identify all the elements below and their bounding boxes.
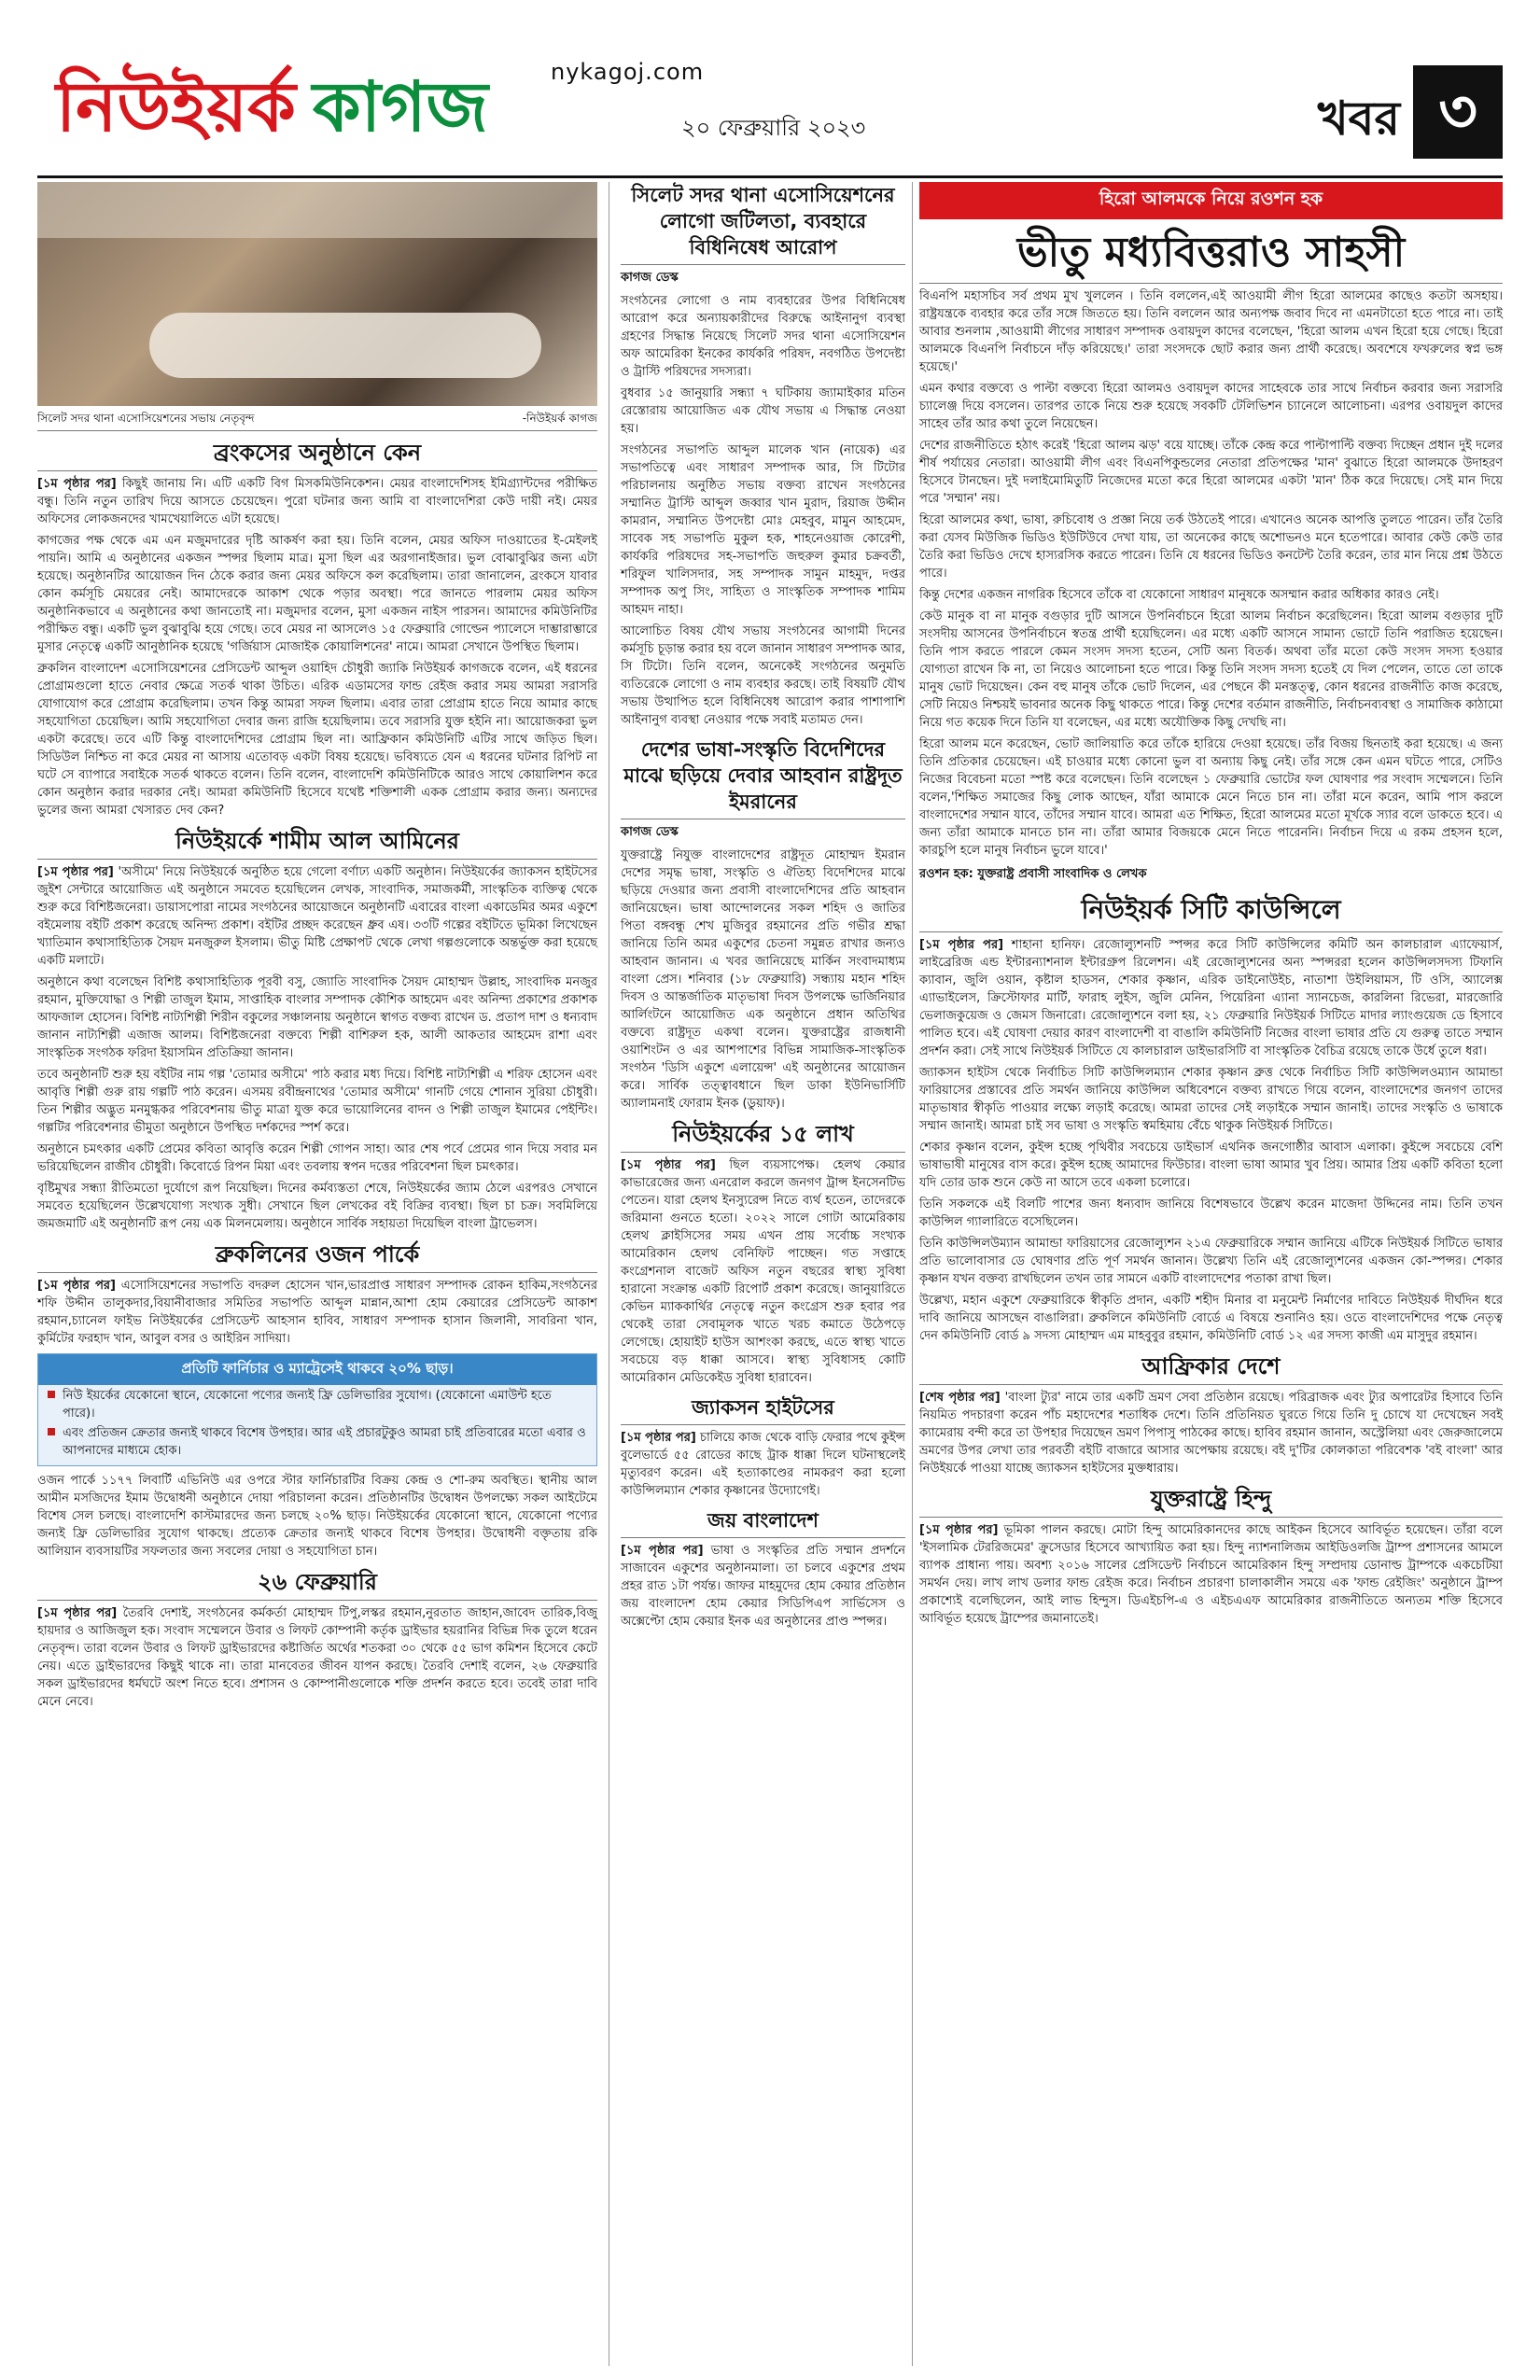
article-paragraph: তবে অনুষ্ঠানটি শুরু হয় বইটির নাম গল্প 'তোমার অসীমে' পাঠ করার মধ্য দিয়ে। বিশিষ্ট নাট্যশিল্পী এ শরিফ হোসেন এবং আবৃত্তি শিল্পী গুরু রায় গল্পটি পাঠ করেন। এসময় রবীন্দ্রনাথের 'তোমার অসীমে' গানটি গেয়ে শোনান সুরিয়া চৌধুরী। তিন শিল্পীর অদ্ভুত মনমুগ্ধকর পরিবেশনায় ভীতু মাত্রা যুক্ত করে ভায়োলিনের বাদন ও শিল্পী তাজুল ইমামের পেইন্টিং। গল্পটির পরিবেশনার ভীমুতা অনুষ্ঠানে উপস্থিত দর্শকদের স্পর্শ করে। bbox=[37, 1068, 597, 1135]
continued-marker: [১ম পৃষ্ঠার পর] bbox=[621, 1431, 696, 1445]
article-paragraph: হিরো আলম মনে করেছেন, ভোট জালিয়াতি করে তাঁকে হারিয়ে দেওয়া হয়েছে। তাঁর বিজয় ছিনতাই করা হয়েছে। এ জন্য তিনি প্রতিকার চেয়েছেন। এই চাওয়ার মধ্যে কোনো ভুল বা অন্যায় কিছু নেই। তাঁর সঙ্গে কেন এমন ঘটতে পারে, সেটিও নিজের বিবেচনা মতো স্পষ্ট করে বলেছেন। তিনি বলেছেন ১ ফেব্রুয়ারি ভোটের ফল ঘোষণার পর সংবাদ সম্মেলনে। তিনি বলেন,'শিক্ষিত সমাজের কিছু লোক আছেন, যাঁরা আমাকে মেনে নিতে চান না। তাঁরা মনে করেন, আমি পাস করলে বাংলাদেশের সম্মান যাবে, তাঁদের সম্মান যাবে। আমরা এত শিক্ষিত, হিরো আলমের মতো মূর্খকে স্যার বলে ডাকতে হবে। এ জন্য তাঁরা আমাকে মানতে চান না। তাঁরা আমার বিজয়কে মেনে নিতে পারেননি। নির্বাচন দিয়ে এ রকম প্রহসন হলে, কারচুপি হলে মানুষ নির্বাচন ভুলে যাবে।' bbox=[919, 737, 1503, 858]
continued-marker: [১ম পৃষ্ঠার পর] bbox=[919, 938, 1004, 952]
photo-caption-text: সিলেট সদর থানা এসোসিয়েশনের সভায় নেতৃবৃন্দ bbox=[37, 412, 255, 425]
column-middle bbox=[621, 182, 905, 1634]
kicker-banner: হিরো আলমকে নিয়ে রওশন হক bbox=[919, 182, 1503, 219]
article-title[interactable]: আফ্রিকার দেশে bbox=[919, 1352, 1503, 1385]
promo-heading: প্রতিটি ফার্নিচার ও ম্যাট্রেসেই থাকবে ২০% ছাড়। bbox=[38, 1354, 596, 1385]
article-paragraph: কাগজের পক্ষ থেকে এম এন মজুমদারের দৃষ্টি আকর্ষণ করা হয়। তিনি বলেন, মেয়র অফিস দাওয়াতের ই-মেইলই পায়নি। আমি এ অনুষ্ঠানের একজন স্পন্সর ছিলাম মাত্র। মুসা ছিল এর অরগানাইজার। ভুল বোঝাবুঝির জন্য এটা হয়েছে। অনুষ্ঠানটির আয়োজন দিন ঠেকে করার জন্য মেয়র অফিসে কল করেছিলাম। তারা জানালেন, ব্রংকসে যাবার কোন কর্মসূচি মেয়রের নেই। আমাদেরকে আকাশ থেকে পড়ার অবস্থা। পরে জানতে পারলাম মেয়র অফিস অনুষ্ঠানিকভাবে এ অনুষ্ঠানের কথা জানতোই না। মজুমদার বলেন, মুসা একজন নাইস পারসন। আমাদের কমিউনিটির পরীক্ষিত বন্ধু। একটি ভুল বুঝাবুঝি হয়ে গেছে। তবে মেয়র না আসলেও ১৫ ফেব্রুয়ারি গোল্ডেন প্যালেসে দাম্ভারাম্ভারে মুসার নেতৃত্বে একটি আনুষ্ঠানিক হয়েছে 'গর্জিয়াস মোজাইক কোয়ালিশনের' নামে। আমরা সেখানে উপস্থিত ছিলাম। bbox=[37, 534, 597, 654]
page-number: ৩ bbox=[1413, 65, 1503, 159]
bullet-square-icon bbox=[48, 1428, 55, 1435]
article-paragraph: [১ম পৃষ্ঠার পর] তৈরবি দেশাই, সংগঠনের কর্মকর্তা মোহাম্মদ টিপু,লস্কর রহমান,নুরতাত জাহান,জাবেদ তারিক,বিজু হায়দার ও আজিজুল হক। সংবাদ সম্মেলনে উবার ও লিফট কোম্পানী কর্তৃক ড্রাইভার হয়রানির বিভিন্ন দিক তুলে ধরেন নেতৃবৃন্দ। তারা বলেন উবার ও লিফট ড্রাইভারদের কষ্টার্জিত অর্থের শতকরা ৩০ থেকে ৫৫ ভাগ কমিশন হিসেবে কেটে নেয়। এতে ড্রাইভারদের কিছুই থাকে না। তারা মানবেতর জীবন যাপন করছে। তৈরবি দেশাই বলেন, ২৬ ফেব্রুয়ারি সকল ড্রাইভারদের ধর্মঘটে অংশ নিতে হবে। প্রশাসন ও কোম্পানীগুলোকে শক্তি প্রদর্শন করতে হবে। তবেই তারা দাবি মেনে নেবে। bbox=[37, 1606, 597, 1709]
article-paragraph: কিন্তু দেশের একজন নাগরিক হিসেবে তাঁকে বা যেকোনো সাধারণ মানুষকে অসম্মান করার অধিকার কারও নেই। bbox=[919, 588, 1439, 602]
column-divider bbox=[912, 182, 913, 2366]
article-title[interactable]: ২৬ ফেব্রুয়ারি bbox=[37, 1568, 597, 1601]
bullet-square-icon bbox=[48, 1391, 55, 1398]
promo-item: এবং প্রতিজন ক্রেতার জন্যই থাকবে বিশেষ উপহার। আর এই প্রচারটুকুও আমরা চাই প্রতিবারের মতো এবার ও আপনাদের মাধ্যমে হোক। bbox=[38, 1422, 596, 1460]
meeting-photo bbox=[37, 182, 597, 406]
byline: কাগজ ডেস্ক bbox=[621, 825, 679, 839]
continued-marker: [১ম পৃষ্ঠার পর] bbox=[37, 1279, 116, 1293]
article-title[interactable]: ব্রুকলিনের ওজন পার্কে bbox=[37, 1240, 597, 1273]
photo-credit: -নিউইয়র্ক কাগজ bbox=[522, 412, 597, 425]
continued-marker: [১ম পৃষ্ঠার পর] bbox=[621, 1158, 716, 1172]
article-title[interactable]: নিউইয়র্কে শামীম আল আমিনের bbox=[37, 827, 597, 860]
article-paragraph: সংগঠনের সভাপতি আব্দুল মালেক খান (নায়েক) এর সভাপতিত্বে এবং সাধারণ সম্পাদক আর, সি টিটোর পরিচালনায় অনুষ্ঠিত সভায় বক্তব্য রাখেন সংগঠনের সম্মানিত ট্রাস্টি আব্দুল জব্বার খান মুরাদ, রিয়াজ উদ্দীন কামরান, সম্মানিত উপদেষ্টা মোঃ মেহবুব, মামুন আহমেদ, সাবেক সহ সভাপতি মুকুল হক, শাহনেওয়াজ কোরেশী, কার্যকরি পরিষদের সহ-সভাপতি জহুরুল কুমার চক্রবর্তী, শরিফুল খালিসদার, সহ সম্পাদক সামুন মাহমুদ, দপ্তর সম্পাদক অপু সিং, সাহিত্য ও সাংস্কৃতিক সম্পাদক শামিম আহমদ নাহা। bbox=[621, 443, 905, 617]
article-paragraph: বুধবার ১৫ জানুয়ারি সন্ধ্যা ৭ ঘটিকায় জ্যামাইকার মতিন রেস্তোরায় আয়োজিত এক যৌথ সভায় এ সিদ্ধান্ত নেওয়া হয়। bbox=[621, 386, 905, 436]
article-title[interactable]: যুক্তরাষ্ট্রে হিন্দু bbox=[919, 1485, 1503, 1518]
continued-marker: [১ম পৃষ্ঠার পর] bbox=[621, 1544, 704, 1558]
article-title[interactable]: ব্রংকসের অনুষ্ঠানে কেন bbox=[37, 439, 597, 471]
issue-date: ২০ ফেব্রুয়ারি ২০২৩ bbox=[681, 115, 866, 141]
article-paragraph: [১ম পৃষ্ঠার পর] এসোসিয়েশনের সভাপতি বদরুল হোসেন খান,ভারপ্রাপ্ত সাধারণ সম্পাদক রোকন হাকিম,সংগঠনের শফি উদ্দীন তালুকদার,বিয়ানীবাজার সমিতির সভাপতি আব্দুল মান্নান,আশা হোম কেয়ারের প্রেসিডেন্ট আকাশ রহমান,চ্যানেল ফাইভ নিউইয়র্কের প্রেসিডেন্ট আহসান হাবিব, সাধারণ সম্পাদক হাসান জিলানী, সাবরিনা খান, কুর্মিটের ফরহাদ খান, আবুল বসর ও আইরিন সাদিয়া। bbox=[37, 1279, 597, 1346]
byline: কাগজ ডেস্ক bbox=[621, 271, 679, 285]
article-paragraph: অনুষ্ঠানে চমৎকার একটি প্রেমের কবিতা আবৃত্তি করেন শিল্পী গোপন সাহা। আর শেষ পর্বে প্রেমের গান দিয়ে সবার মন ভরিয়েছিলেন রাজীব চৌধুরী। কিবোর্ডে রিপন মিয়া এবং তবলায় স্বপন দত্তের পরিবেশনা ছিল চমৎকার। bbox=[37, 1142, 597, 1174]
promo-item: নিউ ইয়র্কের যেকোনো স্থানে, যেকোনো পণ্যের জন্যই ফ্রি ডেলিভারির সুযোগ। (যেকোনো এমাউন্ট হতে পারে)। bbox=[38, 1385, 596, 1422]
article-paragraph: উল্লেখ্য, মহান একুশে ফেব্রুয়ারিকে স্বীকৃতি প্রদান, একটি শহীদ মিনার বা মনুমেন্ট নির্মাণের দাবিতে নিউইয়র্ক দীর্ঘদিন ধরে দাবি জানিয়ে আসছেন বাঙালিরা। ব্রুকলিনে কমিউনিটি বোর্ডে এ বিষয়ে শুনানিও হয়। ওতে বাংলাদেশিদের পক্ষে নেতৃত্ব দেন কমিউনিটি বোর্ড ৯ সদস্য মোহাম্মদ এম মাহবুবুর রহমান, কমিউনিটি বোর্ড ১২ এর সদস্য কাজী এম মাসুদুর রহমান। bbox=[919, 1294, 1503, 1343]
article-paragraph: [১ম পৃষ্ঠার পর] ভাষা ও সংস্কৃতির প্রতি সম্মান প্রদর্শনে সাজাবেন একুশের অনুষ্ঠানমালা। তা চলবে একুশের প্রথম প্রহর রাত ১টা পর্যন্ত। জাফর মাহমুদের হোম কেয়ার প্রতিষ্ঠান জয় বাংলাদেশ হোম কেয়ার সিডিপিএপ সার্ভিসেস ও অক্সেপ্টো হোম কেয়ার ইনক এর অনুষ্ঠানের প্রাণ্ড স্পন্সর। bbox=[621, 1544, 905, 1629]
article-paragraph: বিএনপি মহাসচিব সর্ব প্রথম মুখ খুললেন । তিনি বললেন,এই আওয়ামী লীগ হিরো আলমের কাছেও কতটা অসহায়। রাষ্ট্রযন্ত্রকে ব্যবহার করে তাঁর সঙ্গে জিততে হয়। তিনি বললেন আর অন্যপক্ষ জবাব দিবে না এমনটাতো হতে পারে না। তাই আবার শুনলাম ,আওয়ামী লীগের সাধারণ সম্পাদক ওবায়দুল কাদের বলেছেন, 'হিরো আলম এখন হিরো হয়ে গেছে। হিরো আলমকে বিএনপি নির্বাচনে দাঁড় করিয়েছে।' তারা সংসদকে ছোট করার জন্য প্রার্থী করেছে। অবশেষে ফখরুলের স্বপ্ন ভঙ্গ হয়েছে।' bbox=[919, 289, 1503, 374]
article-paragraph: [১ম পৃষ্ঠার পর] ভূমিকা পালন করছে। মোটা হিন্দু আমেরিকানদের কাছে আইকন হিসেবে আবির্ভূত হয়েছেন। তাঁরা বলে 'ইসলামিক টেররিজমের' ক্রুসেডার হিসেবে আখ্যায়িত করা হয়। হিন্দু ন্যাশনালিজম আইডিওলজি ট্রাম্প প্রশাসনের আমলে ব্যাপক প্রাধান্য পায়। অবশ্য ২০১৬ সালের প্রেসিডেন্ট নির্বাচনে আমেরিকান হিন্দু সম্প্রদায় ডোনাল্ড ট্রাম্পকে একচেটিয়া সমর্থন দেয়। লাখ লাখ ডলার ফান্ড রেইজ করে। নির্বাচন প্রচারণা চালাকালীন সময়ে এক 'ফান্ড রেইজিং' অনুষ্ঠানে ট্রাম্প প্রকাশ্যেই বলেছিলেন, আই লাভ হিন্দুস। ডিএইচপি-এ ও এইচএএফ আমেরিকার রাজনীতিতে অন্যতম শক্তি হিসেবে আবির্ভূত হয়েছে ট্রাম্পের জমানাতেই। bbox=[919, 1523, 1503, 1626]
article-title[interactable]: নিউইয়র্ক সিটি কাউন্সিলে bbox=[919, 892, 1503, 932]
article-paragraph: হিরো আলমের কথা, ভাষা, রুচিবোধ ও প্রজ্ঞা নিয়ে তর্ক উঠতেই পারে। এখানেও অনেক আপত্তি তুলতে পারেন। তাঁর তৈরি করা যেসব মিউজিক ভিডিও ইউটিউবে দেখা যায়, তা অনেকের কাছে অশোভনও মনে হতেপারে। আবার কেউ কেউ তার তৈরি করা ভিডিও দেখে হাস্যরসিক করতে পারেন। তিনি যে ধরনের ভিডিও কনটেন্ট তৈরি করেন, তার মান নিয়ে প্রশ্ন উঠতে পারে। bbox=[919, 513, 1503, 581]
article-title[interactable]: নিউইয়র্কের ১৫ লাখ bbox=[621, 1120, 905, 1153]
photo-caption bbox=[37, 406, 597, 431]
article-title[interactable]: দেশের ভাষা-সংস্কৃতি বিদেশিদের মাঝে ছড়িয়ে দেবার আহবান রাষ্ট্রদূত ইমরানের bbox=[621, 736, 905, 819]
newspaper-logo[interactable] bbox=[56, 67, 488, 147]
article-paragraph: শেকার কৃষ্ণান বলেন, কুইন্স হচ্ছে পৃথিবীর সবচেয়ে ডাইভার্স এথনিক জনগোষ্ঠীর আবাস এলাকা। কুইন্সে সবচেয়ে বেশি ভাষাভাষী মানুষের বাস করে। কুইন্স হচ্ছে আমাদের ফিউচার। বাংলা ভাষা আমার খুব প্রিয়। আমার প্রিয় একটি কবিতা হলো যদি তোর ডাক শুনে কেউ না আসে তবে একলা চলোরে। bbox=[919, 1141, 1503, 1190]
article-paragraph: কেউ মানুক বা না মানুক বগুড়ার দুটি আসনে উপনির্বাচনে হিরো আলম নির্বাচন করেছিলেন। হিরো আলম বগুড়ার দুটি সংসদীয় আসনের উপনির্বাচনে স্বতন্ত্র প্রার্থী হয়েছিলেন। এর মধ্যে একটি আসনে সামান্য ভোটে তিনি পরাজিত হয়েছেন। তিনি পাস করতে পারলে কেমন সংসদ সদস্য হতেন, সেটি অন্য বিতর্ক। অথবা তাঁর মতো কেউ সংসদ সদস্য হওয়ার যোগ্যতা রাখেন কি না, তা নিয়েও আলোচনা হতে পারে। কিন্তু তিনি সংসদ সদস্য হতেই যে দিল পেলেন, তাতে তো তাকে মানুষ ভোট দিয়েছেন। কেন বহু মানুষ তাঁকে ভোট দিলেন, এর পেছনে কী মনস্তত্ত্ব, কোন ধরনের রাজনীতি কাজ করেছে, সেটি নিয়েও নিশ্চয়ই ভাবনার অনেক কিছু থাকতে পারে। কিন্তু দেশের বর্তমান রাজনীতি, নির্বাচনব্যবস্থা ও সামাজিক কাঠামো নিয়ে গত কয়েক দিনে তিনি যা বলেছেন, এর মধ্যে অযৌক্তিক কিছু দেখছি না। bbox=[919, 609, 1503, 730]
article-paragraph: এমন কথার বক্তব্যে ও পাল্টা বক্তব্যে হিরো আলমও ওবায়দুল কাদের সাহেবকে তার সাথে নির্বাচন করবার জন্য সরাসরি চ্যালেঞ্জ দিয়ে বসলেন। তারপর তাকে নিয়ে শুরু হয়েছে সবকটি টেলিভিশন চ্যানেলে আলোচনা। এরপর ওবায়দুল কাদের সাহেব তাঁর আর কথা তুলে নিয়েছেন। bbox=[919, 382, 1503, 431]
article-paragraph: ব্রুকলিন বাংলাদেশ এসোসিয়েশনের প্রেসিডেন্ট আব্দুল ওয়াহিদ চৌধুরী জ্যাকি নিউইয়র্ক কাগজকে বলেন, এই ধরনের প্রোগ্রামগুলো হাতে নেবার ক্ষেত্রে সতর্ক থাকা উচিত। এরিক এডামসের ফান্ড রেইজ করার সময় আমরা সরাসরি যোগাযোগ করে প্রোগ্রাম করেছিলাম। তখন কিন্তু আমরা সফল ছিলাম। এবার তারা প্রোগ্রাম হাতে নিয়ে আমার কাছে সহযোগিতা চেয়েছিল। আমি সহযোগিতা দেবার জন্য রাজি হয়েছিলাম। তবে সরাসরি যুক্ত হইনি না। আয়োজকরা ভুল একটা করেছে। তবে এটি কিন্তু বাংলাদেশিদের প্রোগ্রাম ছিল না। আফ্রিকান কমিউনিটি এটির সাথে জড়িত ছিল। সিডিউল নিশ্চিত না করে মেয়র না আসায় এতোবড় একটা বিষয় হয়েছে। ভবিষ্যতে যেন এ ধরনের ঘটনার রিপিট না ঘটে সে ব্যাপারে সবাইকে সতর্ক থাকতে বলেন। তিনি বলেন, বাংলাদেশি কমিউনিটিকে আরও সাথে কোয়ালিশন করে কোন অনুষ্ঠান করার দরকার নেই। আমরা কমিউনিটি হিসেবে যথেষ্ট শক্তিশালী একক প্রোগ্রাম করার জন্য। অন্যদের ভুলের জন্য আমরা খেসারত দেব কেন? bbox=[37, 662, 597, 818]
article-paragraph: যুক্তরাষ্ট্রে নিযুক্ত বাংলাদেশের রাষ্ট্রদূত মোহাম্মদ ইমরান দেশের সমৃদ্ধ ভাষা, সংস্কৃতি ও ঐতিহ্য বিদেশিদের মাঝে ছড়িয়ে দেওয়ার জন্য প্রবাসী বাংলাদেশিদের প্রতি আহবান জানিয়েছেন। ভাষা আন্দোলনের সকল শহিদ ও জাতির পিতা বঙ্গবন্ধু শেখ মুজিবুর রহমানের প্রতি গভীর শ্রদ্ধা জানিয়ে তিনি অমর একুশের চেতনা সমুন্নত রাখার জন্যও আহবান জানান। এ খবর জানিয়েছে মার্কিন সংবাদমাধ্যম বাংলা প্রেস। শনিবার (১৮ ফেব্রুয়ারি) সন্ধ্যায় মহান শহিদ দিবস ও আন্তর্জাতিক মাতৃভাষা দিবস উপলক্ষে ভার্জিনিয়ার আর্লিংটনে আয়োজিত এক অনুষ্ঠানে প্রধান অতিথির বক্তব্যে রাষ্ট্রদূত একথা বলেন। যুক্তরাষ্ট্রের রাজধানী ওয়াশিংটন ও এর আশপাশের বিভিন্ন সামাজিক-সাংস্কৃতিক সংগঠন 'ডিসি একুশে এলায়েন্স' এই অনুষ্ঠানের আয়োজন করে। সার্বিক তত্ত্বাবধানে ছিল ডাকা ইউনিভার্সিটি অ্যালামনাই ফোরাম ইনক (ডুয়াফ)। bbox=[621, 848, 905, 1111]
article-paragraph: [১ম পৃষ্ঠার পর] শাহানা হানিফ। রেজোল্যুশনটি স্পন্সর করে সিটি কাউন্সিলের কমিটি অন কালচারাল এ্যাফেয়ার্স, লাইব্রেরিজ এন্ড ইন্টারন্যাশনাল ইন্টারগ্রুপ রিলেশন। এই রেজোল্যুশনের অন্য স্পন্সররা হলেন কাউন্সিলসদস্য টিফানি ক্যাবান, জুলি ওয়ান, কৃষ্টাল হাডসন, শেকার কৃষ্ণান, এরিক ডাইনোউইচ, নাতাশা উইলিয়ামস, টি ওসি, অ্যালেক্স এ্যাভাইলেস, ক্রিস্টোফার মার্টি, ফারাহ লুইস, জুলি মেনিন, পিয়েরিনা এ্যানা স্যানচেজ, কারলিনা রিভেরা, মারজোরি ভেলাজকুয়েজ ও জেমস জিনারো। রেজোল্যুশনে বলা হয়, ২১ ফেব্রুয়ারি নিউইয়র্ক সিটিতে মাদার ল্যাংগুয়েজ ডে হিসাবে পালিত হবে। এই ঘোষণা দেয়ার কারণ বাংলাদেশী বা বাঙালি কমিউনিটি নিজের বাংলা ভাষার প্রতি যে গুরুত্ব তাতে সম্মান প্রদর্শন করা। সেই সাথে নিউইয়র্ক সিটিতে যে কালচারাল ডাইভারসিটি বা সাংস্কৃতিক বৈচিত্র রয়েছে তাকে উর্ধে তুলে ধরা। bbox=[919, 938, 1503, 1058]
article-title[interactable]: জ্যাকসন হাইটসের bbox=[621, 1394, 905, 1425]
masthead bbox=[56, 51, 1503, 163]
continued-marker: [১ম পৃষ্ঠার পর] bbox=[919, 1523, 999, 1537]
article-paragraph: [১ম পৃষ্ঠার পর] 'অসীমে' নিয়ে নিউইয়র্কে অনুষ্ঠিত হয়ে গেলো বর্ণাঢ্য একটি অনুষ্ঠান। নিউইয়র্কের জ্যাকসন হাইটসের জুইশ সেন্টারে আয়োজিত এই অনুষ্ঠানে সমবেত হয়েছিলেন লেখক, সাংবাদিক, সমাজকর্মী, সাংস্কৃতিক ব্যক্তিত্ব থেকে শুরু করে বিশিষ্টজনেরা। ডায়াসপোরা নামের সংগঠনের আয়োজনে অনুষ্ঠানটি এবারের বাংলা একাডেমির অমর একুশে বইমেলায় বইটি প্রকাশ করেছে অনিন্দ্য প্রকাশ। বইটির প্রচ্ছদ করেছেন ধ্রুব এষ। ৩৩টি গল্পের বইটিতে ভূমিকা লিখেছেন খ্যাতিমান কথাসাহিত্যিক সৈয়দ মনজুরুল ইসলাম। ভীতু মিষ্টি প্রেক্ষাপট থেকে লেখা গল্পগুলোকে অন্তর্ভুক্ত করা হয়েছে একটি মলাটে। bbox=[37, 865, 597, 968]
continued-marker: [১ম পৃষ্ঠার পর] bbox=[37, 1606, 118, 1620]
article-paragraph: বৃষ্টিমুখর সন্ধ্যা রীতিমতো দুর্যোগে রূপ নিয়েছিল। দিনের কর্মব্যস্ততা শেষে, নিউইয়র্কের জ্যাম ঠেলে এরপরও সেখানে সমবেত হয়েছিলেন উল্লেখযোগ্য সংখ্যক সুধী। সেখানে ছিল লেখকের বই বিক্রির ব্যবস্থা। ছিল চা চক্র। সবমিলিয়ে জমজমাটি এই অনুষ্ঠানটি রূপ নেয় এক মিলনমেলায়। অনুষ্ঠানে সার্বিক সহায়তা দিয়েছিল বাংলা ট্রাভেলস। bbox=[37, 1182, 597, 1231]
article-paragraph: সংগঠনের লোগো ও নাম ব্যবহারের উপর বিধিনিষেধ আরোপ করে অন্যায়কারীদের বিরুদ্ধে আইনানুগ ব্যবস্থা গ্রহণের সিদ্ধান্ত নিয়েছে সিলেট সদর থানা এসোসিয়েশন অফ আমেরিকা ইনকের কার্যকরি পরিষদ, নবগঠিত উপদেষ্টা ও ট্রাস্টি পরিষদের সদস্যরা। bbox=[621, 294, 905, 379]
article-title[interactable]: সিলেট সদর থানা এসোসিয়েশনের লোগো জটিলতা, ব্যবহারে বিধিনিষেধ আরোপ bbox=[621, 182, 905, 265]
article-title[interactable]: জয় বাংলাদেশ bbox=[621, 1507, 905, 1538]
article-paragraph: আলোচিত বিষয় যৌথ সভায় সংগঠনের আগামী দিনের কর্মসূচি চূড়ান্ত করার হয় বলে জানান সাধারণ সম্পাদক আর, সি টিটো। তিনি বলেন, অনেকেই সংগঠনের অনুমতি ব্যতিরেকে লোগো ও নাম ব্যবহার করছে। তাই বিষয়টি যৌথ সভায় উত্থাপিত হলে বিধিনিষেধ আরোপ করার পাশাপাশি আইনানুগ ব্যবস্থা নেওয়ার পক্ষে সবাই মতামত দেন। bbox=[621, 624, 905, 727]
continued-marker: [শেষ পৃষ্ঠার পর] bbox=[919, 1391, 1001, 1405]
article-paragraph: [১ম পৃষ্ঠার পর] চালিয়ে কাজ থেকে বাড়ি ফেরার পথে কুইন্স বুলেভার্ডে ৫৫ রোডের কাছে ট্রাক ধাক্কা দিলে ঘটনাস্থলেই মৃত্যুবরণ করেন। এই হত্যাকাণ্ডের নামকরণ করা হলো কাউন্সিলম্যান শেকার কৃষ্ণানের উদ্যোগেই। bbox=[621, 1431, 905, 1498]
continued-marker: [১ম পৃষ্ঠার পর] bbox=[37, 865, 114, 879]
section-title: খবর bbox=[1317, 91, 1400, 146]
lead-article-title[interactable]: ভীতু মধ্যবিত্তরাও সাহসী bbox=[919, 227, 1503, 284]
masthead-rule bbox=[37, 175, 1503, 178]
article-paragraph: তিনি সকলকে এই বিলটি পাশের জন্য ধন্যবাদ জানিয়ে বিশেষভাবে উল্লেখ করেন মাজেদা উদ্দিনের নাম। তিনি তখন কাউন্সিল গ্যালারিতে বসেছিলেন। bbox=[919, 1197, 1503, 1229]
article-paragraph: অনুষ্ঠানে কথা বলেছেন বিশিষ্ট কথাসাহিত্যিক পূরবী বসু, জ্যোতি সাংবাদিক সৈয়দ মোহাম্মদ উল্লাহ, সাংবাদিক মনজুর রহমান, মুক্তিযোদ্ধা ও শিল্পী তাজুল ইমাম, সাপ্তাহিক বাংলার সম্পাদক কৌশিক আহমেদ এবং অনিন্দ্য প্রকাশের প্রকাশক আফজাল হোসেন। বিশিষ্ট নাট্যশিল্পী শিরীন বকুলের সঞ্চালনায় অনুষ্ঠানে স্বাগত বক্তব্য রাখেন ড. প্রতাপ দাশ ও ধন্যবাদ জানান নাট্যশিল্পী এজাজ আলম। বিশিষ্টজনেরা বক্তব্যে শিল্পী বাশিরুল হক, আলী আকতার আহমেদ রাশা এবং সাংস্কৃতিক সংগঠক ফরিদা ইয়াসমিন প্রতিক্রিয়া জানান। bbox=[37, 975, 597, 1060]
article-paragraph: জ্যাকসন হাইটস থেকে নির্বাচিত সিটি কাউন্সিলম্যান শেকার কৃষ্ণান ব্রুত্ত থেকে নির্বাচিত সিটি কাউন্সিলওম্যান আমান্ডা ফারিয়াসের প্রস্তাবের প্রতি সমর্থন জানিয়ে কাউন্সিল অধিবেশনে বক্তব্য রাখতে গিয়ে বলেন, বাংলাদেশের জনগণ তাদের মাতৃভাষার স্বীকৃতি পাওয়ার লক্ষ্যে লড়াই করেছে। আমরা তাদের সেই লড়াইকে সম্মান জানাই। তাদের সংস্কৃতি ও ভাষাকে সম্মান জানাই। আমরা চাই সব ভাষা ও সংস্কৃতি স্বমহিমায় বেঁচে থাকুক নিউইয়র্ক সিটিতে। bbox=[919, 1066, 1503, 1133]
logo-part-1: নিউইয়র্ক bbox=[56, 67, 296, 147]
article-paragraph: [১ম পৃষ্ঠার পর] কিছুই জানায় নি। এটি একটি বিগ মিসকমিউনিকেশন। মেয়র বাংলাদেশিসহ ইমিগ্র্যান্টদের পরীক্ষিত বন্ধু। তিনি নতুন তারিখ দিয়ে আসতে চেয়েছেন। পুরো ঘটনার জন্য আমি বা বাংলাদেশিরা কেউ দায়ী নই। মেয়র অফিসের লোকজনদের খামখেয়ালিতে এটা হয়েছে। bbox=[37, 477, 597, 526]
article-paragraph: ওজন পার্কে ১১৭৭ লিবার্টি এভিনিউ এর ওপরে স্টার ফার্নিচারটির বিক্রয় কেন্দ্র ও শো-রুম অবস্থিত। স্থানীয় আল আমীন মসজিদের ইমাম উদ্বোধনী অনুষ্ঠানে দোয়া পরিচালনা করেন। প্রতিষ্ঠানটির উদ্বোধন উপলক্ষ্যে সকল আইটেমে বিশেষ সেল চলছে। বাংলাদেশি কাস্টমারদের জন্য চলছে ২০% ছাড়। নিউইয়র্কের যেকোনো স্থানে, যেকোনো পণ্যের জন্যই ফ্রি ডেলিভারির সুযোগ থাকছে। প্রত্যেক ক্রেতার জন্যই থাকবে বিশেষ উপহার। উদ্বোধনী বক্তৃতায় রকি আলিয়ান ব্যবসায়টির সফলতার জন্য সবলের দোয়া ও সহযোগিতা চান। bbox=[37, 1474, 597, 1559]
article-paragraph: [শেষ পৃষ্ঠার পর] 'বাংলা ট্যুর' নামে তার একটি ভ্রমণ সেবা প্রতিষ্ঠান রয়েছে। পরিব্রাজক এবং ট্যুর অপারেটর হিসাবে তিনি নিয়মিত পদচারণা করেন পাঁচ মহাদেশের শতাধিক দেশে। তিনি প্রতিনিয়ত ঘুরতে গিয়ে তিনি দু চোখে যা দেখেছেন সবই ক্যামেরায় বন্দী করে তা উপহার দিয়েছেন ভ্রমণ পিপাসু পাঠকের কাছে। হাবিব রহমান জানান, অস্ট্রেলিয়া এবং জেরুজালেমে ভ্রমণের উপর লেখা তার পরবর্তী বইটি বাজারে আসার অপেক্ষায় রয়েছে। বই দু'টির কোলকাতা পরিবেশক 'বই বাংলা' আর নিউইয়র্কে পাওয়া যাচ্ছে জ্যাকসন হাইটসের মুক্তধারায়। bbox=[919, 1391, 1503, 1476]
article-paragraph: তিনি কাউন্সিলউম্যান আমান্ডা ফারিয়াসের রেজোল্যুশন ২১এ ফেব্রুয়ারিকে সম্মান জানিয়ে এটিকে নিউইয়র্ক সিটিতে ভাষার প্রতি ভালোবাসার ডে ঘোষণার প্রতি পূর্ণ সমর্থন জানান। উল্লেখ্য তিনি এই রেজোল্যুশনের একজন কো-স্পন্সর। শেকার কৃষ্ণান যখন বক্তব্য রাখছিলেন তখন তার সামনে একটি বাংলাদেশের পতাকা রাখা ছিল। bbox=[919, 1237, 1503, 1286]
column-right bbox=[919, 182, 1503, 1631]
logo-part-2: কাগজ bbox=[312, 67, 488, 147]
column-left bbox=[37, 182, 597, 1715]
continued-marker: [১ম পৃষ্ঠার পর] bbox=[37, 477, 117, 491]
article-paragraph: [১ম পৃষ্ঠার পর] ছিল ব্যয়সাপেক্ষ। হেলথ কেয়ার কাভারেজের জন্য এনরোল করলে জনগণ ট্রান্স ইনসেনটিভ পেতেন। যারা হেলথ ইনস্যুরেন্স নিতে ব্যর্থ হতেন, তাদেরকে জরিমানা গুনতে হতো। ২০২২ সালে গোটা আমেরিকায় হেলথ ক্লাইসিসের সময় এখন প্রায় সর্বোচ্চ সংখ্যক আমেরিকান হেলথ বেনিফিট পাচ্ছেন। গত সপ্তাহে কংগ্রেশনাল বাজেট অফিস নতুন বছরের স্বাস্থ্য সুবিধা হারানো সংক্রান্ত একটি রিপোর্ট প্রকাশ করেছে। জানুয়ারিতে কেভিন ম্যাককার্থির নেতৃত্বে নতুন কংগ্রেস শুরু হবার পর থেকেই তারা সেবামূলক খাতে খরচ কমাতে উঠেপড়ে লেগেছে। হোয়াইট হাউস আশংকা করছে, এতে স্বাস্থ্য খাতে সবচেয়ে বড় ধাক্কা আসবে। স্বাস্থ্য সুবিধাসহ কোটি আমেরিকান মেডিকেইড সুবিধা হারাবেন। bbox=[621, 1158, 905, 1385]
author-byline: রওশন হক: যুক্তরাষ্ট্র প্রবাসী সাংবাদিক ও লেখক bbox=[919, 867, 1147, 881]
website-url[interactable]: nykagoj.com bbox=[551, 59, 705, 85]
promo-box bbox=[37, 1353, 597, 1466]
article-paragraph: দেশের রাজনীতিতে হঠাৎ করেই 'হিরো আলম ঝড়' বয়ে যাচ্ছে। তাঁকে কেন্দ্র করে পাল্টাপাল্টি বক্তব্য দিচ্ছেন প্রধান দুই দলের শীর্ষ পর্যায়ের নেতারা। আওয়ামী লীগ এবং বিএনপিকুন্ডলের নেতারা প্রতিপক্ষের 'মান' বুঝাতে হিরো আলমকে উদাহরণ হিসেবে টানছেন। দুই দলাইমোমিতুটি নিজেদের মতো করে হিরো আলমের একটা 'মান' ঠিক করে দিয়েছে। সেই মান দিয়ে পরে 'সম্মান' নয়। bbox=[919, 439, 1503, 506]
